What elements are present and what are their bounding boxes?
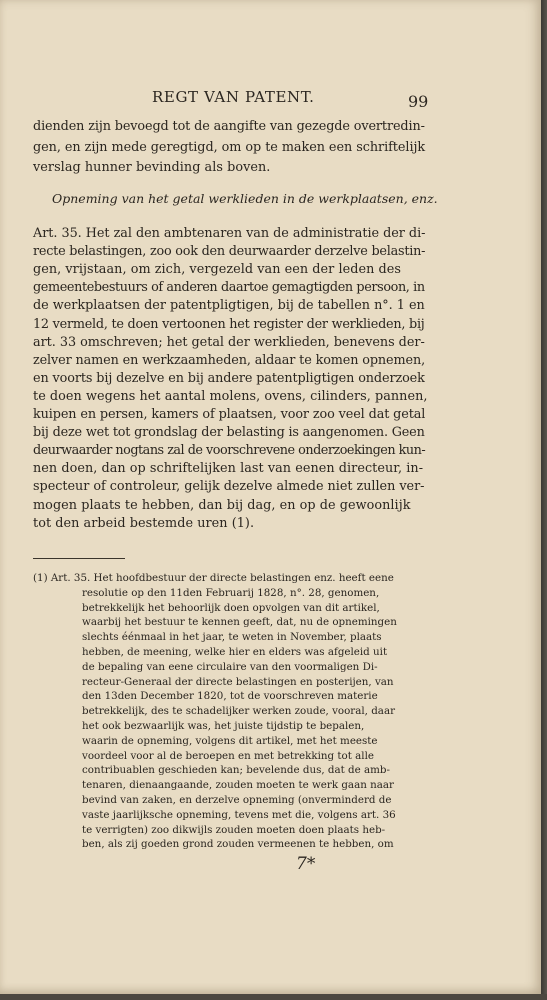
footnote-rule (33, 558, 125, 559)
text-line: kuipen en persen, kamers of plaatsen, voor zoo veel dat getal (33, 407, 426, 422)
text-line: deurwaarder nogtans zal de voorschrevene onderzoekingen kun- (33, 443, 426, 459)
text-line: dienden zijn bevoegd tot de aangifte van gezegde overtredin- (33, 119, 425, 134)
text-line: (1) Art. 35. Het hoofdbestuur der directe belastingen enz. heeft eene (33, 572, 394, 584)
text-line: mogen plaats te hebben, dan bij dag, en op de gewoonlijk (33, 497, 411, 513)
text-line: en voorts bij dezelve en bij andere patentpligtigen onderzoek (33, 370, 425, 386)
text-line: recte belastingen, zoo ook den deurwaarder derzelve belastin- (33, 244, 426, 260)
text-line: resolutie op den 11den Februarij 1828, n°. 28, genomen, (82, 586, 380, 599)
text-line: bevind van zaken, en derzelve opneming (onverminderd de (82, 794, 392, 806)
text-line: ben, als zij goeden grond zouden vermeenen te hebben, om (82, 838, 394, 851)
book-edge-right (541, 0, 547, 1000)
text-line: betrekkelijk het behoorlijk doen opvolgen van dit artikel, (82, 601, 380, 614)
section-subheading: Opneming van het getal werklieden in de werkplaatsen, enz. (52, 191, 438, 206)
text-line: contribuablen geschieden kan; bevelende dus, dat de amb- (82, 764, 390, 777)
text-line: de werkplaatsen der patentpligtigen, bij de tabellen n°. 1 en (33, 298, 425, 314)
text-line: gen, vrijstaan, om zich, vergezeld van een der leden des (33, 262, 401, 278)
text-line: voordeel voor al de beroepen en met betrekking tot alle (82, 749, 374, 762)
text-line: hebben, de meening, welke hier en elders was afgeleid uit (82, 646, 388, 658)
text-line: verslag hunner bevinding als boven. (33, 160, 271, 175)
text-line: waarin de opneming, volgens dit artikel, met het meeste (82, 734, 378, 747)
text-line: zelver namen en werkzaamheden, aldaar te komen opnemen, (33, 352, 426, 368)
text-line: nen doen, dan op schriftelijken last van eenen directeur, in- (33, 461, 424, 477)
text-line: bij deze wet tot grondslag der belasting is aangenomen. Geen (33, 425, 425, 441)
text-line: specteur of controleur, gelijk dezelve almede niet zullen ver- (33, 479, 425, 495)
signature-mark: 7* (296, 854, 316, 874)
text-line: betrekkelijk, des te schadelijker werken zoude, vooral, daar (82, 705, 395, 718)
text-line: recteur-Generaal der directe belastingen en posterijen, van (82, 675, 394, 688)
text-line: het ook bezwaarlijk was, het juiste tijdstip te bepalen, (82, 720, 365, 732)
text-line: art. 33 omschreven; het getal der werklieden, benevens der- (33, 334, 425, 350)
text-line: tot den arbeid bestemde uren (1). (33, 515, 255, 531)
text-line: gemeentebestuurs of anderen daartoe gemagtigden persoon, in (33, 280, 425, 296)
text-line: 12 vermeld, te doen vertoonen het register der werklieden, bij (33, 316, 425, 332)
text-line: tenaren, dienaangaande, zouden moeten te werk gaan naar (82, 779, 394, 792)
text-line: de bepaling van eene circulaire van den voormaligen Di- (82, 660, 378, 673)
page-number: 99 (408, 92, 429, 111)
text-line: te verrigten) zoo dikwijls zouden moeten doen plaats heb- (82, 823, 386, 836)
text-line: den 13den December 1820, tot de voorschreven materie (82, 690, 378, 703)
text-line: waarbij het bestuur te kennen geeft, dat, nu de opnemingen (82, 616, 397, 629)
running-title: REGT VAN PATENT. (152, 88, 315, 106)
text-line: Art. 35. Het zal den ambtenaren van de administratie der di- (33, 226, 426, 241)
text-line: gen, en zijn mede geregtigd, om op te maken een schriftelijk (33, 139, 426, 155)
text-line: vaste jaarlijksche opneming, tevens met die, volgens art. 36 (82, 808, 396, 821)
book-edge-bottom (0, 994, 547, 1000)
text-line: slechts éénmaal in het jaar, te weten in November, plaats (82, 631, 382, 644)
text-line: te doen wegens het aantal molens, ovens, cilinders, pannen, (33, 388, 428, 404)
